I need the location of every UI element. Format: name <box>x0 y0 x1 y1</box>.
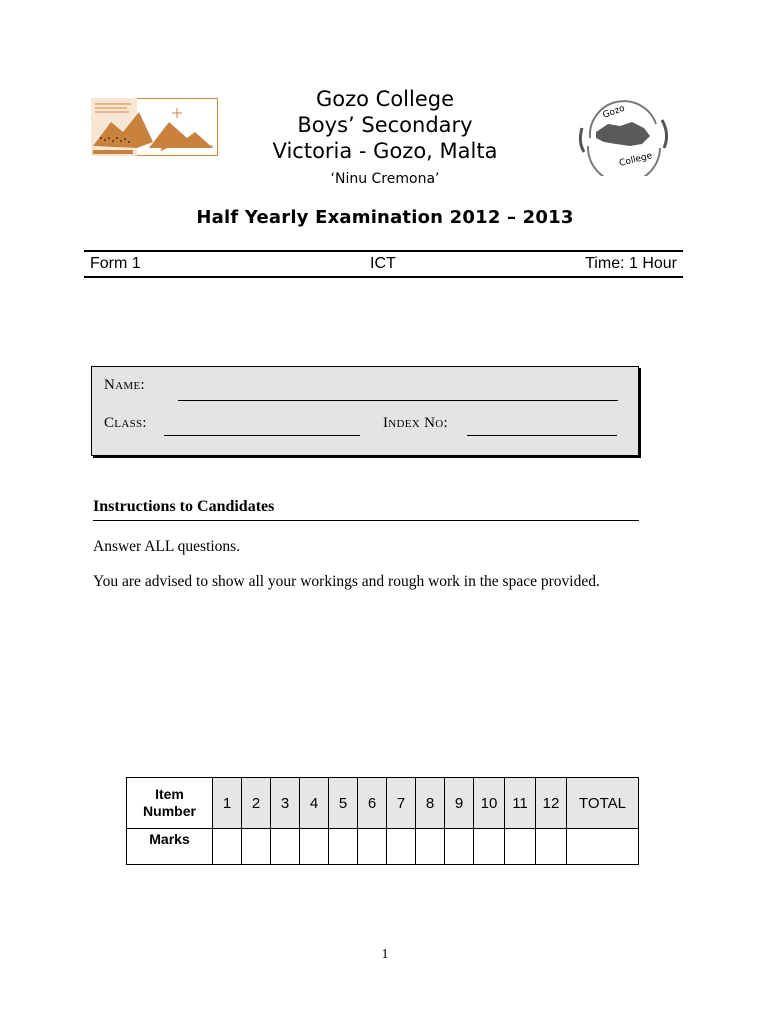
college-name: Gozo College <box>315 87 455 111</box>
mark-cell[interactable] <box>242 829 271 865</box>
item-number-cell: 2 <box>242 778 271 829</box>
class-field[interactable] <box>164 435 360 436</box>
item-number-cell: 3 <box>271 778 300 829</box>
item-number-cell: 11 <box>505 778 536 829</box>
item-number-cell: 12 <box>536 778 567 829</box>
instruction-item: You are advised to show all your workings and rough work in the space provided. <box>93 573 600 590</box>
item-number-row <box>127 778 639 829</box>
form-label: Form 1 <box>90 255 141 272</box>
mark-cell[interactable] <box>329 829 358 865</box>
svg-text:College: College <box>618 151 654 169</box>
subject-label: ICT <box>370 255 396 272</box>
mark-cell[interactable] <box>445 829 474 865</box>
item-number-header <box>127 778 213 829</box>
mark-cell[interactable] <box>300 829 329 865</box>
index-no-field[interactable] <box>467 435 617 436</box>
svg-text:Gozo: Gozo <box>601 103 627 121</box>
mark-cell[interactable] <box>271 829 300 865</box>
school-name: Boys’ Secondary <box>297 113 473 137</box>
gozo-college-logo <box>574 98 672 176</box>
exam-title: Half Yearly Examination 2012 – 2013 <box>196 207 574 228</box>
total-header: TOTAL <box>567 778 639 829</box>
school-crest-logo <box>91 98 218 156</box>
subject-bar <box>84 250 683 278</box>
mark-cell[interactable] <box>505 829 536 865</box>
item-number-cell: 8 <box>416 778 445 829</box>
name-field[interactable] <box>178 400 618 401</box>
school-patron: ‘Ninu Cremona’ <box>330 171 440 187</box>
time-label: Time: 1 Hour <box>585 255 677 272</box>
name-label: Name: <box>104 377 145 393</box>
class-label: Class: <box>104 415 147 431</box>
item-number-cell: 10 <box>474 778 505 829</box>
mark-cell[interactable] <box>474 829 505 865</box>
candidate-details-box <box>91 366 639 456</box>
mark-cell[interactable] <box>536 829 567 865</box>
school-header <box>230 86 540 190</box>
index-no-label: Index No: <box>383 415 448 431</box>
instruction-item: Answer ALL questions. <box>93 538 241 555</box>
page-number: 1 <box>381 947 389 962</box>
item-number-cell: 5 <box>329 778 358 829</box>
marks-label: Marks <box>127 829 213 865</box>
instructions-title: Instructions to Candidates <box>93 498 639 521</box>
mark-cell[interactable] <box>416 829 445 865</box>
total-mark-cell[interactable] <box>567 829 639 865</box>
item-number-cell: 9 <box>445 778 474 829</box>
item-number-cell: 7 <box>387 778 416 829</box>
mark-cell[interactable] <box>213 829 242 865</box>
mark-cell[interactable] <box>387 829 416 865</box>
item-number-cell: 6 <box>358 778 387 829</box>
item-number-cell: 4 <box>300 778 329 829</box>
marks-row <box>127 829 639 865</box>
item-number-header-line2: Number <box>143 803 196 819</box>
item-number-header-line1: Item <box>155 786 184 802</box>
item-number-cell: 1 <box>213 778 242 829</box>
school-crest-mountains-icon <box>91 98 218 156</box>
gozo-college-island-icon <box>574 98 672 176</box>
marks-table <box>126 777 639 865</box>
school-location: Victoria - Gozo, Malta <box>272 139 498 163</box>
mark-cell[interactable] <box>358 829 387 865</box>
